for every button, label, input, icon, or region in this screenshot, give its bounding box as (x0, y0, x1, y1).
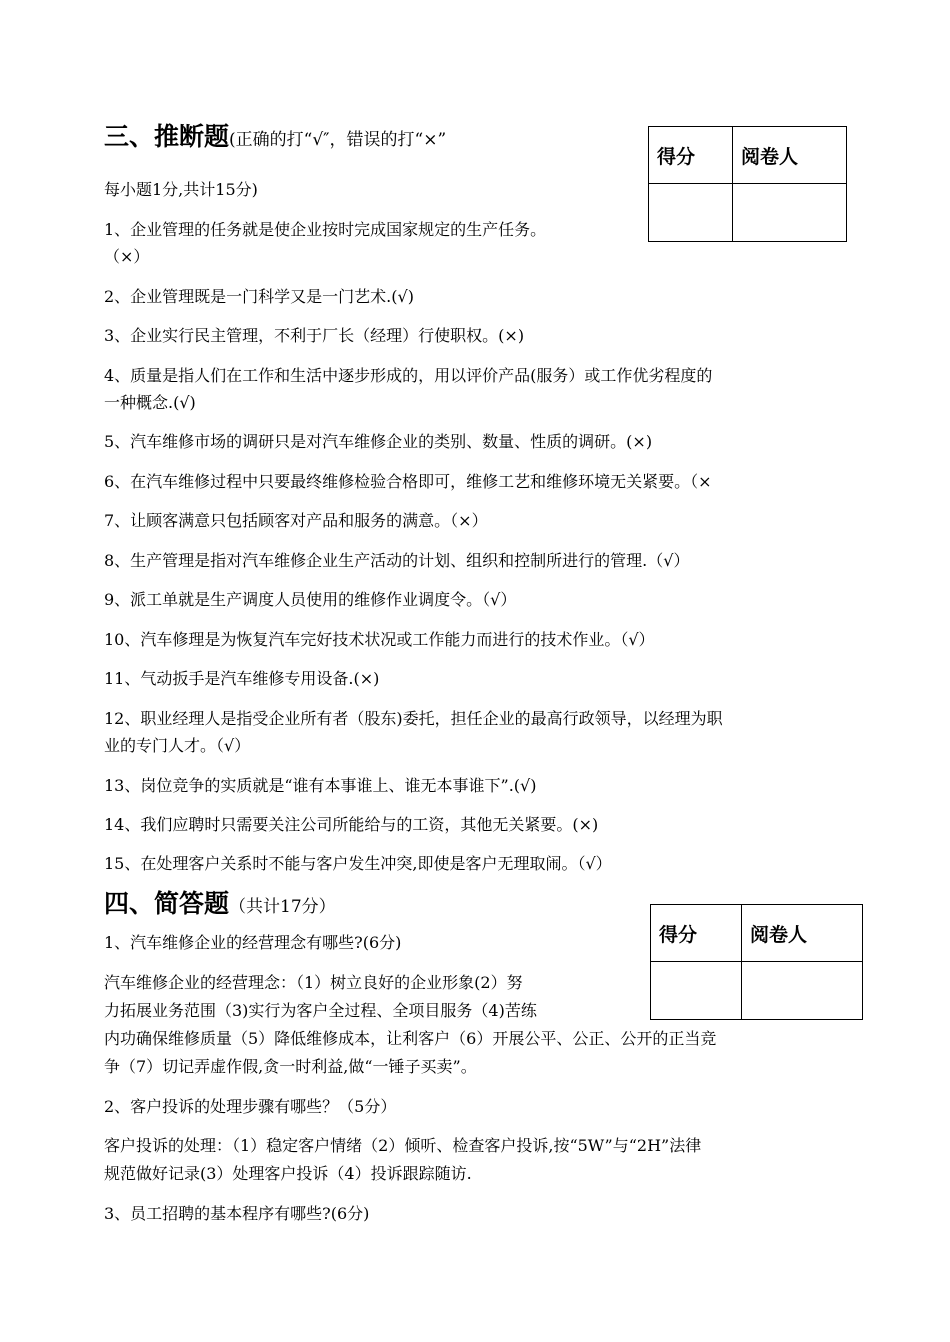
score-label: 得分 (651, 905, 742, 962)
question-line: 15、在处理客户关系时不能与客户发生冲突,即使是客户无理取闹。（√） (104, 854, 612, 873)
question-line: 11、气动扳手是汽车维修专用设备.(×) (104, 669, 380, 688)
answer-line: 汽车维修企业的经营理念：（1）树立良好的企业形象(2）努 (104, 973, 523, 992)
question-line: 4、质量是指人们在工作和生活中逐步形成的，用以评价产品(服务）或工作优劣程度的 (104, 366, 713, 385)
question-line: 1、企业管理的任务就是使企业按时完成国家规定的生产任务。 (104, 220, 547, 239)
question-line: 2、企业管理既是一门科学又是一门艺术.(√) (104, 287, 414, 306)
question-line: 12、职业经理人是指受企业所有者（股东)委托，担任企业的最高行政领导，以经理为职 (104, 709, 723, 728)
question-line: 10、汽车修理是为恢复汽车完好技术状况或工作能力而进行的技术作业。（√） (104, 630, 655, 649)
score-cell (649, 184, 733, 242)
answer-line: 规范做好记录(3）处理客户投诉（4）投诉跟踪随访. (104, 1164, 472, 1183)
reviewer-label: 阅卷人 (742, 905, 863, 962)
answer-line: 力拓展业务范围（3)实行为客户全过程、全项目服务（4)苦练 (104, 1001, 537, 1020)
question-line: 13、岗位竞争的实质就是“谁有本事谁上、谁无本事谁下”.(√) (104, 776, 537, 795)
reviewer-cell (733, 184, 847, 242)
section4-heading (104, 889, 336, 922)
reviewer-cell (742, 962, 863, 1020)
score-cell (651, 962, 742, 1020)
answer-line: 内功确保维修质量（5）降低维修成本，让利客户（6）开展公平、公正、公开的正当竞 (104, 1029, 717, 1048)
section3-score-table (648, 126, 847, 242)
question-line: 7、让顾客满意只包括顾客对产品和服务的满意。（×） (104, 511, 488, 530)
answer-line: 争（7）切记弄虚作假,贪一时利益,做“一锤子买卖”。 (104, 1057, 477, 1076)
score-label: 得分 (649, 127, 733, 184)
question-line: 6、在汽车维修过程中只要最终维修检验合格即可，维修工艺和维修环境无关紧要。（× (104, 472, 712, 491)
section4-instruction: （共计17分） (229, 897, 336, 917)
question-line: 3、企业实行民主管理，不利于厂长（经理）行使职权。(×) (104, 326, 525, 345)
question-line: 5、汽车维修市场的调研只是对汽车维修企业的类别、数量、性质的调研。(×) (104, 432, 653, 451)
section3-heading (104, 122, 446, 155)
section3-title: 三、推断题 (104, 122, 230, 151)
answer-line: 客户投诉的处理：（1）稳定客户情绪（2）倾听、检查客户投诉,按“5W”与“2H”法律 (104, 1136, 702, 1155)
section4-score-table (650, 904, 863, 1020)
question-line: 8、生产管理是指对汽车维修企业生产活动的计划、组织和控制所进行的管理.（√） (104, 551, 690, 570)
question-line: 一种概念.(√) (104, 393, 196, 412)
question-line: 1、汽车维修企业的经营理念有哪些?(6分) (104, 933, 402, 952)
question-line: 2、客户投诉的处理步骤有哪些？（5分） (104, 1097, 397, 1116)
section3-instruction: (正确的打“√″，错误的打“×” (229, 130, 447, 150)
section3-instruction-line2: 每小题1分,共计15分) (104, 180, 258, 199)
question-line: （×） (104, 247, 150, 266)
question-line: 14、我们应聘时只需要关注公司所能给与的工资，其他无关紧要。(×) (104, 815, 599, 834)
section4-title: 四、简答题 (104, 889, 230, 918)
question-line: 业的专门人才。（√） (104, 736, 251, 755)
question-line: 3、员工招聘的基本程序有哪些?(6分) (104, 1204, 370, 1223)
reviewer-label: 阅卷人 (733, 127, 847, 184)
question-line: 9、派工单就是生产调度人员使用的维修作业调度令。（√） (104, 590, 517, 609)
